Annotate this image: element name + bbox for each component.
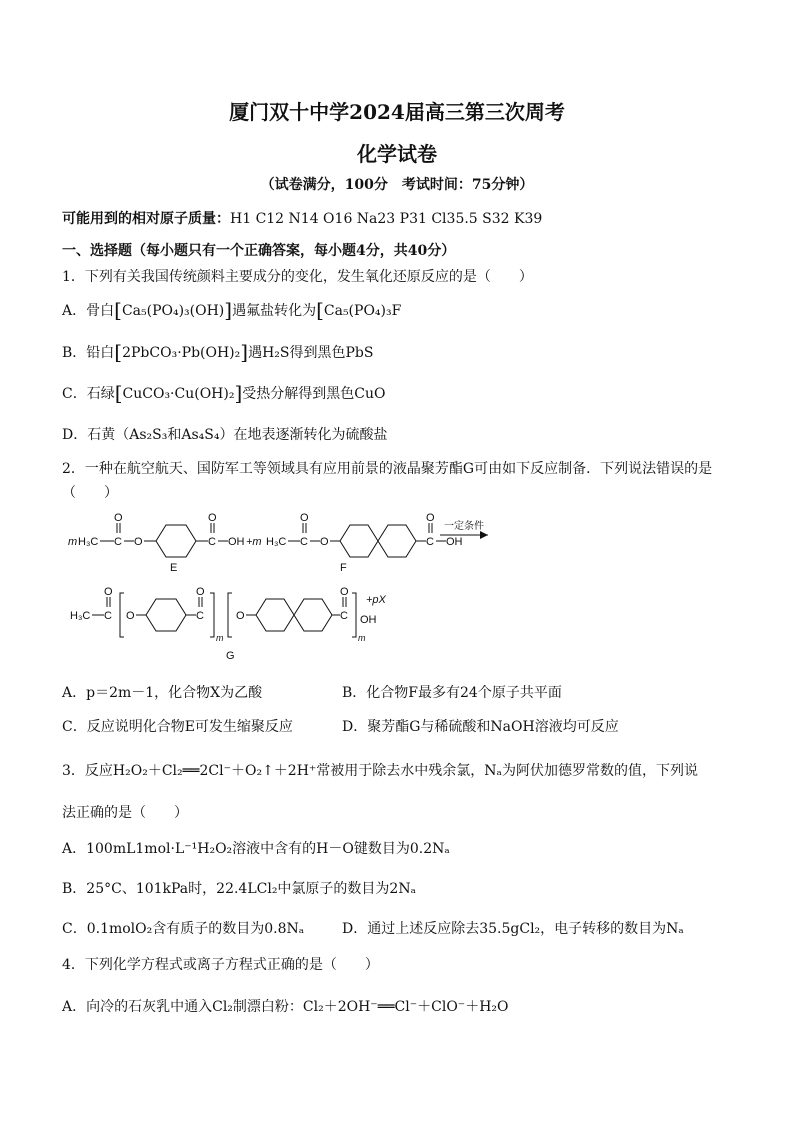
- m-sub-2: m: [358, 633, 366, 643]
- q2-option-b: B．化合物F最多有24个原子共平面: [342, 685, 562, 701]
- ch3-f: H₃C: [266, 536, 287, 548]
- q2-reaction-diagram: [60, 505, 750, 665]
- label-e: E: [170, 562, 178, 574]
- atomic-mass-values: H1 C12 N14 O16 Na23 P31 Cl35.5 S32 K39: [230, 211, 543, 227]
- oh-f: OH: [446, 536, 463, 548]
- plus-m: +m: [246, 536, 262, 548]
- o-e3: O: [208, 512, 217, 524]
- naphthalene-ring-f2: [378, 525, 416, 557]
- q3-option-c: C．0.1molO₂含有质子的数目为0.8Nₐ: [62, 921, 305, 937]
- o-g3: O: [196, 586, 205, 598]
- exam-title: 厦门双十中学2024届高三第三次周考: [229, 100, 565, 124]
- label-f: F: [340, 562, 347, 574]
- o-e2: O: [134, 536, 143, 548]
- q2-option-d: D．聚芳酯G与稀硫酸和NaOH溶液均可反应: [342, 719, 619, 735]
- o-g5: O: [340, 586, 349, 598]
- m-sub-1: m: [216, 633, 224, 643]
- o-f2: O: [320, 536, 329, 548]
- naphthalene-ring-f1: [340, 525, 378, 557]
- q1-option-a: A．骨白[Ca₅(PO₄)₃(OH)]遇氟盐转化为[Ca₅(PO₄)₃F: [62, 298, 402, 322]
- naphthalene-ring-g2: [294, 599, 332, 631]
- c-f2: C: [426, 536, 434, 548]
- c-g2: C: [196, 610, 204, 622]
- naphthalene-ring-g1: [256, 599, 294, 631]
- q1-a-formula2: Ca₅(PO₄)₃F: [323, 303, 402, 319]
- q3-option-a: A．100mL1mol·L⁻¹H₂O₂溶液中含有的H－O键数目为0.2Nₐ: [62, 841, 450, 857]
- q1-option-b: B．铅白[2PbCO₃·Pb(OH)₂]遇H₂S得到黑色PbS: [62, 340, 374, 364]
- q4-option-a: A．向冷的石灰乳中通入Cl₂制漂白粉：Cl₂＋2OH⁻══Cl⁻＋ClO⁻＋H₂O: [62, 999, 509, 1015]
- c-g3: C: [340, 610, 348, 622]
- section-heading: 一、选择题（每小题只有一个正确答案，每小题4分，共40分）: [62, 243, 456, 259]
- q3-option-d: D．通过上述反应除去35.5gCl₂，电子转移的数目为Nₐ: [342, 921, 684, 937]
- q3-stem-1: 3．反应H₂O₂＋Cl₂══2Cl⁻＋O₂↑＋2H⁺常被用于除去水中残余氯，Nₐ为阿伏加德罗常数的值，下列说: [62, 763, 698, 779]
- q1-option-d: D．石黄（As₂S₃和As₄S₄）在地表逐渐转化为硫酸盐: [62, 427, 388, 443]
- q2-option-a: A．p＝2m－1，化合物X为乙酸: [62, 685, 263, 701]
- plus-px: +pX: [366, 594, 386, 606]
- oh-e: OH: [228, 536, 245, 548]
- q1-stem: 1．下列有关我国传统颜料主要成分的变化，发生氧化还原反应的是（ ）: [62, 269, 533, 285]
- q3-stem-2: 法正确的是（ ）: [62, 805, 188, 821]
- c-f1: C: [300, 536, 308, 548]
- q3-option-b: B．25°C、101kPa时，22.4LCl₂中氯原子的数目为2Nₐ: [62, 881, 416, 897]
- o-e1: O: [114, 512, 123, 524]
- condition-text: 一定条件: [444, 521, 484, 532]
- o-f1: O: [300, 512, 309, 524]
- o-g1: O: [104, 586, 113, 598]
- q4-stem: 4．下列化学方程式或离子方程式正确的是（ ）: [62, 957, 379, 973]
- q2-paren: （ ）: [62, 485, 118, 501]
- q1-option-c: C．石绿[CuCO₃·Cu(OH)₂]受热分解得到黑色CuO: [62, 381, 386, 405]
- ch3-e: H₃C: [78, 536, 99, 548]
- o-f3: O: [426, 512, 435, 524]
- c-g1: C: [104, 610, 112, 622]
- benzene-ring-g: [146, 599, 186, 631]
- q1-b-formula: 2PbCO₃·Pb(OH)₂: [122, 345, 241, 361]
- subject-title: 化学试卷: [357, 142, 437, 166]
- benzene-ring-e: [156, 525, 196, 557]
- ch3-g: H₃C: [70, 610, 91, 622]
- m-coef-1: m: [68, 536, 78, 548]
- o-g4: O: [236, 610, 245, 622]
- c-e1: C: [114, 536, 122, 548]
- atomic-mass-label: 可能用到的相对原子质量：: [62, 211, 230, 227]
- q1-a-formula1: Ca₅(PO₄)₃(OH): [121, 303, 225, 319]
- label-g: G: [226, 650, 235, 662]
- o-g2: O: [126, 610, 135, 622]
- oh-g: OH: [360, 614, 377, 626]
- atomic-mass-line: [62, 208, 542, 228]
- q2-option-c: C．反应说明化合物E可发生缩聚反应: [62, 719, 293, 735]
- c-e2: C: [208, 536, 216, 548]
- q1-c-formula: CuCO₃·Cu(OH)₂: [122, 386, 235, 402]
- q2-stem: 2．一种在航空航天、国防军工等领域具有应用前景的液晶聚芳酯G可由如下反应制备．下列说法错误的是: [62, 461, 713, 477]
- exam-info: （试卷满分，100分 考试时间：75分钟）: [260, 177, 534, 193]
